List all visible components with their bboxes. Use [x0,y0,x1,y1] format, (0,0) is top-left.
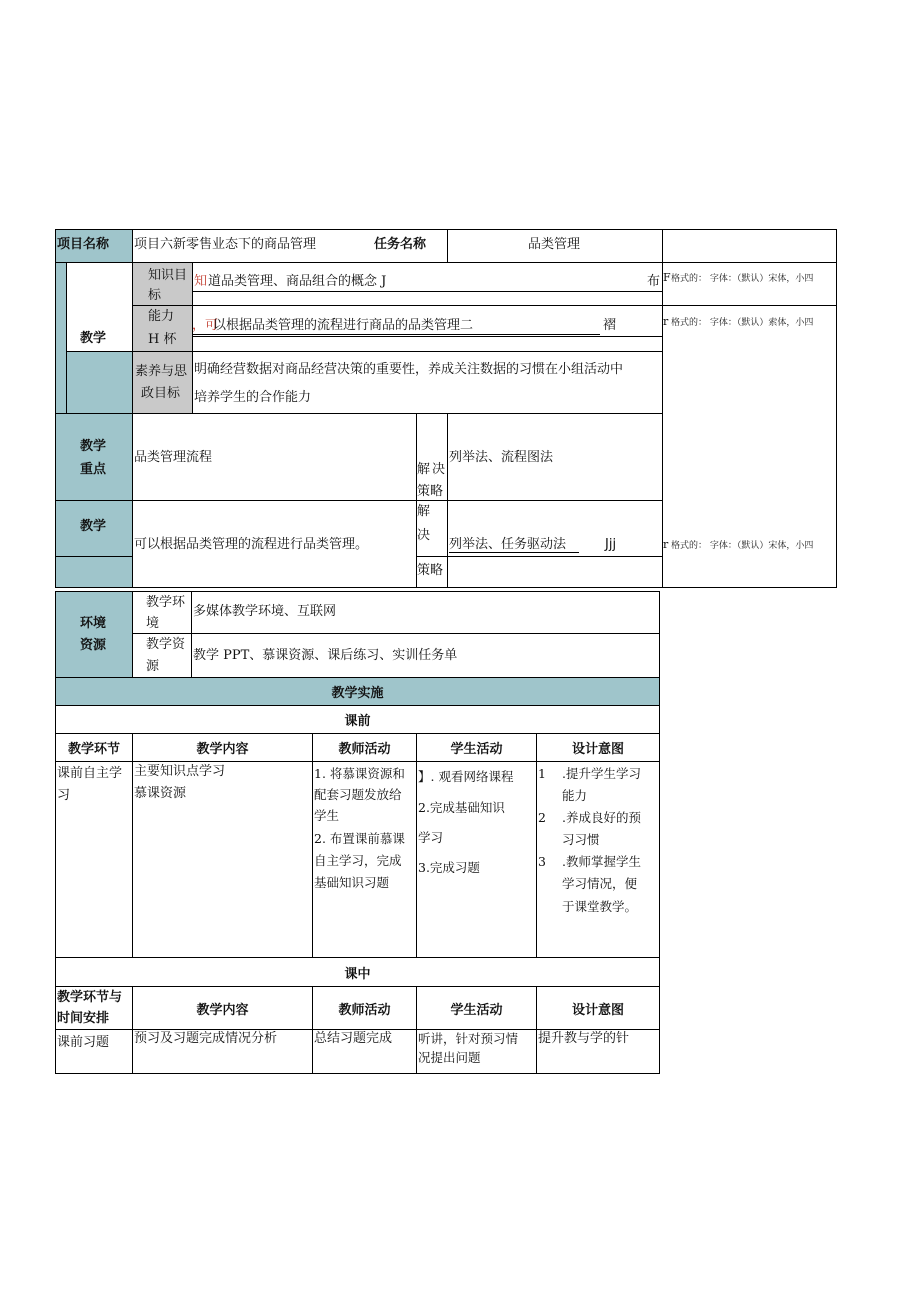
literacy-label-2: 政目标 [141,386,181,401]
pre-row-content-2: 慕课资源 [134,786,187,801]
env-label-2: 资源 [80,638,107,653]
in-header-content: 教学内容 [132,986,313,1030]
res-sub-label-1: 教学资 [146,637,186,652]
env-sub-label-2: 境 [146,616,160,631]
pre-row-teacher-4: 2. 布置课前慕课 [314,831,405,846]
objectives-side-label: 教学 [80,331,107,346]
pre-header-teacher: 教师活动 [312,733,417,762]
ability-value: 以根据品类管理的流程进行商品的品类管理二 [213,318,474,333]
pre-row-stage-1: 课前自主学 [57,766,123,781]
pre-row-student-2: 2.完成基础知识 [418,800,505,815]
literacy-line-1: 明确经营数据对商品经营决策的重要性，养成关注数据的习惯在小组活动中 [194,362,624,377]
pre-row-student-4: 3.完成习题 [418,860,480,875]
in-row-teacher: 总结习题完成 [314,1031,393,1046]
key-strategy-label-3: 策略 [417,484,444,499]
difficulty-label: 教学 [80,519,107,534]
format-note-1-mark: F [663,271,671,284]
difficulty-value: 可以根据品类管理的流程进行品类管理。 [134,537,369,552]
in-row-student-2: 况提出问题 [418,1050,481,1065]
pre-row-intent-3: .养成良好的预 [562,810,641,825]
pre-class-title: 课前 [55,705,660,734]
literacy-side [66,351,133,414]
ability-tail: 褶 [603,318,617,333]
difficulty-label-cell-2 [55,556,133,588]
pre-row-intent-num-2: 2 [538,810,546,825]
in-header-stage-2: 时间安排 [57,1011,110,1026]
pre-row-teacher-3: 学生 [314,808,340,823]
pre-row-content-1: 主要知识点学习 [134,764,226,779]
difficulty-strategy-underline [449,552,579,553]
in-row-stage: 课前习题 [57,1035,110,1050]
pre-row-intent-num-1: 1 [538,766,546,781]
env-label-1: 环境 [80,616,107,631]
env-label-cell [55,591,133,678]
env-value: 多媒体教学环境、互联网 [193,604,337,619]
key-value: 品类管理流程 [134,450,213,465]
format-note-1: 格式的： 字体：（默认）宋体，小四 [671,274,814,284]
format-note-3-mark: r [663,538,669,551]
key-label-cell [55,413,133,501]
difficulty-strategy-label-1: 解 [417,504,431,519]
pre-row-intent-num-3: 3 [538,854,546,869]
pre-row-student-1: 】. 观看网络课程 [418,769,514,784]
pre-row-intent-1: .提升学生学习 [562,766,641,781]
in-row-student-1: 听讲，针对预习情 [418,1031,519,1046]
difficulty-strategy-tail: Jjj [605,537,617,552]
difficulty-strategy-value: 列举法、任务驱动法 [449,537,567,552]
task-label: 任务名称 [374,237,427,252]
in-row-content: 预习及习题完成情况分析 [134,1031,278,1046]
env-sub-label-1: 教学环 [146,595,186,610]
pre-row-intent-7: 于课堂教学。 [562,899,638,914]
pre-row-student-3: 学习 [418,830,444,845]
key-strategy-label-2: 决 [432,462,446,477]
in-row-intent: 提升教与学的针 [538,1031,630,1046]
difficulty-strategy-label-3: 策略 [417,563,444,578]
key-label-2: 重点 [80,462,107,477]
knowledge-value: 道品类管理、商品组合的概念 J [208,274,387,289]
in-header-teacher: 教师活动 [312,986,417,1030]
knowledge-label-2: 标 [148,288,162,303]
ability-label-1: 能力 [148,309,175,324]
in-header-student: 学生活动 [416,986,537,1030]
key-label-1: 教学 [80,439,107,454]
format-note-3: 格式的： 字体：（默认）宋体，小四 [671,541,814,551]
ability-label-2: H 杯 [148,332,177,347]
literacy-label-cell [132,351,193,414]
pre-row-teacher-6: 基础知识习题 [314,875,390,890]
pre-row-intent-2: 能力 [562,788,588,803]
key-strategy-value: 列举法、流程图法 [449,450,554,465]
project-value: 项目六新零售业态下的商品管理 [134,237,317,252]
implementation-title: 教学实施 [55,677,660,706]
format-note-2: 格式的： 字体：（默认）索体，小四 [671,318,814,328]
pre-header-intent: 设计意图 [536,733,660,762]
in-class-title: 课中 [55,957,660,987]
task-value: 品类管理 [528,237,581,252]
pre-header-stage: 教学环节 [55,733,133,762]
pre-row-intent-5: .教师掌握学生 [562,854,641,869]
literacy-label-1: 素养与思 [135,364,188,379]
ability-underline [192,334,600,335]
res-sub-label-2: 源 [146,659,160,674]
pre-row-stage-2: 习 [57,788,71,803]
pre-row-teacher-1: 1. 将慕课资源和 [314,766,405,781]
knowledge-label-1: 知识目 [148,268,188,283]
ability-extra-cell [192,336,663,352]
note-column-top [662,229,837,263]
pre-row-intent-6: 学习情况，便 [562,876,638,891]
knowledge-tail: 布 [647,274,661,289]
literacy-line-2: 培养学生的合作能力 [194,390,312,405]
format-note-2-mark: r [663,315,669,328]
pre-row-teacher-2: 配套习题发放给 [314,787,402,802]
ability-prefix: ，可 [192,318,219,333]
res-value: 教学 PPT、慕课资源、课后练习、实训任务单 [193,648,458,663]
difficulty-strategy-value-cell-2 [447,556,663,588]
in-header-stage-1: 教学环节与 [57,990,123,1005]
pre-row-intent-4: 习习惯 [562,832,600,847]
pre-row-teacher-5: 自主学习，完成 [314,853,402,868]
difficulty-strategy-label-2: 决 [417,528,431,543]
pre-header-student: 学生活动 [416,733,537,762]
key-strategy-label-1: 解 [417,462,431,477]
project-label: 项目名称 [57,237,110,252]
in-header-intent: 设计意图 [536,986,660,1030]
pre-header-content: 教学内容 [132,733,313,762]
knowledge-prefix: 知 [194,274,208,289]
knowledge-extra-cell [192,291,663,306]
